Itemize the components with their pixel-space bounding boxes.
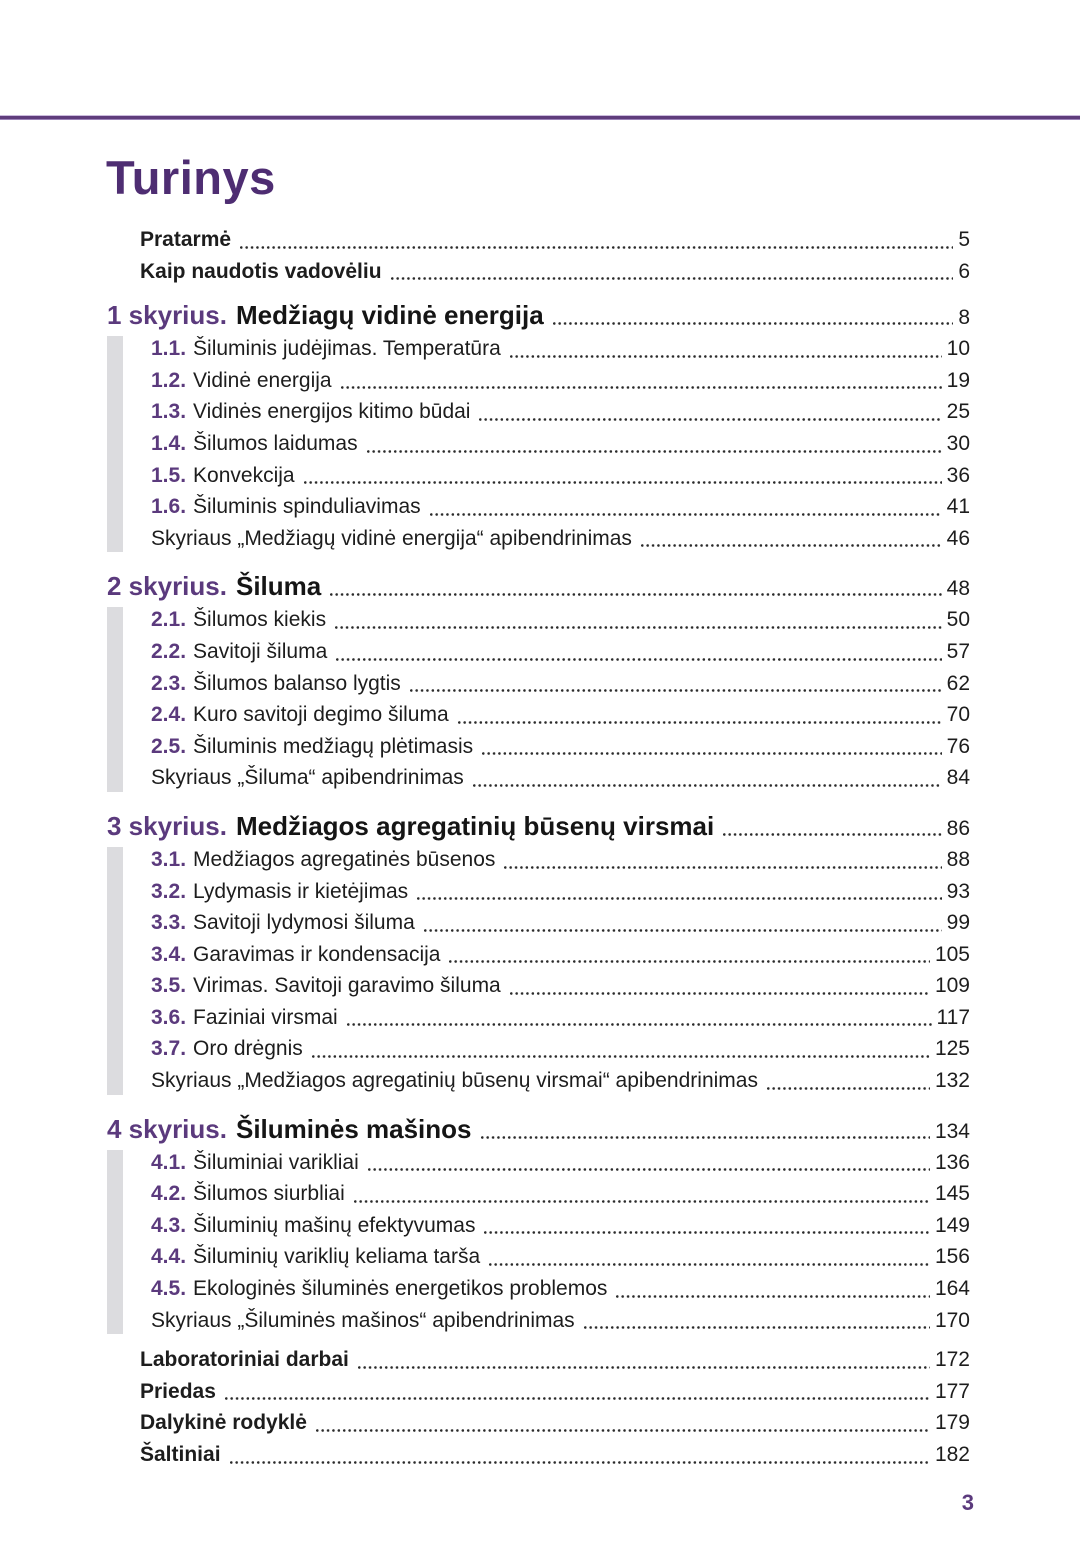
- item-number: 1.4.: [151, 431, 187, 455]
- item-number: 1.1.: [151, 337, 187, 361]
- entry-label: Konvekcija: [193, 463, 295, 487]
- page-ref: 172: [934, 1348, 970, 1372]
- item-number: 4.3.: [151, 1213, 187, 1237]
- chapter-items: [107, 844, 970, 1097]
- item-number: 4.1.: [151, 1150, 187, 1174]
- dot-leader: [723, 833, 941, 836]
- page-ref: 25: [946, 400, 970, 424]
- item-number: 3.5.: [151, 974, 187, 998]
- chapter-heading: [107, 568, 970, 604]
- dot-leader: [449, 960, 929, 963]
- dot-leader: [410, 689, 942, 692]
- chapter-title: Medžiagos agregatinių būsenų virsmai: [235, 810, 715, 841]
- entry-label: Skyriaus „Šiluma“ apibendrinimas: [151, 766, 464, 790]
- toc-entry: [151, 491, 970, 523]
- chapter-title: Šiluminės mašinos: [235, 1113, 472, 1144]
- chapter-section: [107, 568, 970, 794]
- item-number: 3.2.: [151, 879, 187, 903]
- header-rule: [0, 115, 1080, 120]
- page-ref: 6: [958, 259, 970, 283]
- toc-entry: [151, 939, 970, 971]
- toc-entry: [151, 604, 970, 636]
- dot-leader: [510, 355, 942, 358]
- entry-label: Savitoji lydymosi šiluma: [193, 911, 415, 935]
- toc-entry: [107, 1407, 970, 1439]
- entry-label: Šilumos kiekis: [193, 608, 327, 632]
- dot-leader: [641, 544, 942, 547]
- entry-label: Šilumos siurbliai: [193, 1182, 345, 1206]
- entry-label: Skyriaus „Medžiagų vidinė energija“ apibendrinimas: [151, 526, 632, 550]
- dot-leader: [504, 866, 941, 869]
- dot-leader: [417, 897, 942, 900]
- chapter-heading: [107, 808, 970, 844]
- page-ref: 117: [936, 1005, 970, 1029]
- toc-entry: [151, 523, 970, 555]
- item-number: 3.1.: [151, 847, 187, 871]
- page-ref: 19: [946, 368, 970, 392]
- page-ref: 8: [958, 306, 970, 330]
- item-number: 3.3.: [151, 911, 187, 935]
- toc-entry: [151, 970, 970, 1002]
- page-ref: 93: [946, 879, 970, 903]
- item-number: 2.1.: [151, 608, 187, 632]
- page-ref: 134: [934, 1119, 970, 1143]
- page-ref: 70: [946, 703, 970, 727]
- dot-leader: [616, 1295, 930, 1298]
- chapter-number: 4 skyrius.: [107, 1113, 227, 1144]
- entry-label: Ekologinės šiluminės energetikos problemos: [193, 1277, 608, 1301]
- item-number: 1.2.: [151, 368, 187, 392]
- page-ref: 145: [934, 1182, 970, 1206]
- page-ref: 86: [946, 816, 970, 840]
- item-number: 3.4.: [151, 942, 187, 966]
- toc-entry: [151, 365, 970, 397]
- page-ref: 48: [946, 577, 970, 601]
- dot-leader: [312, 1055, 930, 1058]
- chapter-section: [107, 297, 970, 554]
- toc-entry: [107, 1439, 970, 1471]
- page-ref: 170: [934, 1308, 970, 1332]
- chapter-heading: [107, 1111, 970, 1147]
- toc-entry: [151, 1002, 970, 1034]
- page-ref: 88: [946, 847, 970, 871]
- entry-label: Vidinės energijos kitimo būdai: [193, 400, 471, 424]
- toc-entry: [151, 844, 970, 876]
- toc-entry: [151, 731, 970, 763]
- chapter-items: [107, 333, 970, 554]
- page-ref: 149: [934, 1213, 970, 1237]
- toc-entry: [151, 1241, 970, 1273]
- item-number: 3.7.: [151, 1037, 187, 1061]
- entry-label: Pratarmė: [140, 228, 232, 251]
- page-ref: 182: [934, 1443, 970, 1466]
- page-ref: 164: [934, 1277, 970, 1301]
- entry-label: Šiluminis medžiagų plėtimasis: [193, 734, 474, 758]
- toc-entry: [151, 1033, 970, 1065]
- toc-entry: [151, 668, 970, 700]
- entry-label: Šiluminių variklių keliama tarša: [193, 1245, 481, 1269]
- page-ref: 109: [934, 974, 970, 998]
- entry-label: Dalykinė rodyklė: [140, 1411, 307, 1435]
- dot-leader: [553, 322, 954, 325]
- dot-leader: [767, 1087, 930, 1090]
- dot-leader: [341, 386, 942, 389]
- chapter-items: [107, 1147, 970, 1337]
- dot-leader: [424, 929, 942, 932]
- dot-leader: [368, 1168, 930, 1171]
- dot-leader: [584, 1326, 930, 1329]
- toc-entry: [151, 907, 970, 939]
- page-ref: 76: [946, 734, 970, 758]
- toc-entry: [107, 256, 970, 288]
- toc-entry: [151, 876, 970, 908]
- entry-label: Vidinė energija: [193, 368, 332, 392]
- item-number: 2.5.: [151, 734, 187, 758]
- page-ref: 105: [934, 942, 970, 966]
- toc-entry: [151, 1305, 970, 1337]
- page-number: 3: [961, 1490, 974, 1515]
- dot-leader: [335, 626, 942, 629]
- page-ref: 62: [946, 671, 970, 695]
- item-number: 2.3.: [151, 671, 187, 695]
- dot-leader: [336, 658, 941, 661]
- page-ref: 36: [946, 463, 970, 487]
- toc-entry: [151, 396, 970, 428]
- entry-label: Priedas: [140, 1379, 216, 1403]
- dot-leader: [479, 418, 941, 421]
- entry-label: Šiluminių mašinų efektyvumas: [193, 1213, 476, 1237]
- page-ref: 30: [946, 431, 970, 455]
- toc-entry: [151, 1065, 970, 1097]
- page-ref: 136: [934, 1150, 970, 1174]
- item-number: 4.5.: [151, 1277, 187, 1301]
- dot-leader: [430, 513, 942, 516]
- chapter-heading: [107, 297, 970, 333]
- dot-leader: [391, 277, 954, 280]
- back-matter-list: [107, 1344, 970, 1470]
- page-ref: 50: [946, 608, 970, 632]
- entry-label: Šiluminis judėjimas. Temperatūra: [193, 337, 501, 361]
- page-ref: 99: [946, 911, 970, 935]
- entry-label: Šiluminis spinduliavimas: [193, 495, 421, 519]
- page-ref: 41: [946, 495, 970, 519]
- dot-leader: [330, 593, 941, 596]
- item-number: 1.3.: [151, 400, 187, 424]
- page-ref: 46: [946, 526, 970, 550]
- dot-leader: [484, 1231, 929, 1234]
- chapter-section: [107, 1111, 970, 1337]
- front-matter-list: [107, 224, 970, 287]
- item-number: 1.5.: [151, 463, 187, 487]
- toc-entry: [151, 333, 970, 365]
- chapter-sections: [107, 297, 970, 1336]
- toc-entry: [107, 1344, 970, 1376]
- entry-label: Faziniai virsmai: [193, 1005, 338, 1029]
- dot-leader: [481, 1136, 930, 1139]
- dot-leader: [458, 721, 942, 724]
- dot-leader: [347, 1023, 932, 1026]
- page-ref: 132: [934, 1069, 970, 1093]
- dot-leader: [304, 481, 942, 484]
- chapter-title: Šiluma: [235, 571, 322, 602]
- entry-label: Šilumos balanso lygtis: [193, 671, 401, 695]
- chapter-number: 2 skyrius.: [107, 571, 227, 602]
- dot-leader: [230, 1461, 930, 1464]
- toc-entry: [151, 428, 970, 460]
- page-ref: 177: [934, 1379, 970, 1403]
- chapter-section: [107, 808, 970, 1097]
- entry-label: Savitoji šiluma: [193, 639, 328, 663]
- dot-leader: [354, 1200, 930, 1203]
- dot-leader: [489, 1263, 930, 1266]
- toc-entry: [107, 224, 970, 256]
- dot-leader: [225, 1397, 930, 1400]
- table-of-contents: [107, 224, 970, 1471]
- page-ref: 125: [934, 1037, 970, 1061]
- dot-leader: [473, 784, 942, 787]
- item-number: 2.4.: [151, 703, 187, 727]
- entry-label: Medžiagos agregatinės būsenos: [193, 847, 496, 871]
- toc-entry: [151, 460, 970, 492]
- dot-leader: [482, 752, 942, 755]
- entry-label: Kaip naudotis vadovėliu: [140, 259, 382, 283]
- chapter-title: Medžiagų vidinė energija: [235, 300, 544, 331]
- toc-entry: [151, 1210, 970, 1242]
- chapter-number: 1 skyrius.: [107, 300, 227, 331]
- item-number: 4.2.: [151, 1182, 187, 1206]
- entry-label: Skyriaus „Šiluminės mašinos“ apibendrinimas: [151, 1308, 575, 1332]
- entry-label: Garavimas ir kondensacija: [193, 942, 441, 966]
- entry-label: Oro drėgnis: [193, 1037, 303, 1061]
- chapter-number: 3 skyrius.: [107, 810, 227, 841]
- entry-label: Šaltiniai: [140, 1443, 221, 1466]
- page-title: Turinys: [106, 151, 276, 204]
- toc-entry: [151, 1147, 970, 1179]
- toc-entry: [151, 699, 970, 731]
- page-ref: 156: [934, 1245, 970, 1269]
- dot-leader: [358, 1366, 930, 1369]
- item-number: 4.4.: [151, 1245, 187, 1269]
- page-ref: 179: [934, 1411, 970, 1435]
- item-number: 1.6.: [151, 495, 187, 519]
- dot-leader: [316, 1429, 930, 1432]
- item-number: 2.2.: [151, 639, 187, 663]
- item-number: 3.6.: [151, 1005, 187, 1029]
- entry-label: Šiluminiai varikliai: [193, 1150, 359, 1174]
- page-ref: 10: [946, 337, 970, 361]
- entry-label: Skyriaus „Medžiagos agregatinių būsenų virsmai“ apibendrinimas: [151, 1069, 758, 1093]
- entry-label: Laboratoriniai darbai: [140, 1348, 349, 1372]
- page-ref: 57: [946, 639, 970, 663]
- entry-label: Virimas. Savitoji garavimo šiluma: [193, 974, 501, 998]
- entry-label: Lydymasis ir kietėjimas: [193, 879, 409, 903]
- page-ref: 5: [958, 228, 970, 251]
- dot-leader: [240, 246, 953, 249]
- chapter-items: [107, 604, 970, 794]
- toc-entry: [151, 1273, 970, 1305]
- toc-entry: [151, 1178, 970, 1210]
- entry-label: Kuro savitoji degimo šiluma: [193, 703, 449, 727]
- dot-leader: [367, 450, 942, 453]
- toc-entry: [151, 636, 970, 668]
- toc-entry: [107, 1376, 970, 1408]
- entry-label: Šilumos laidumas: [193, 431, 358, 455]
- dot-leader: [510, 992, 930, 995]
- toc-entry: [151, 762, 970, 794]
- page-ref: 84: [946, 766, 970, 790]
